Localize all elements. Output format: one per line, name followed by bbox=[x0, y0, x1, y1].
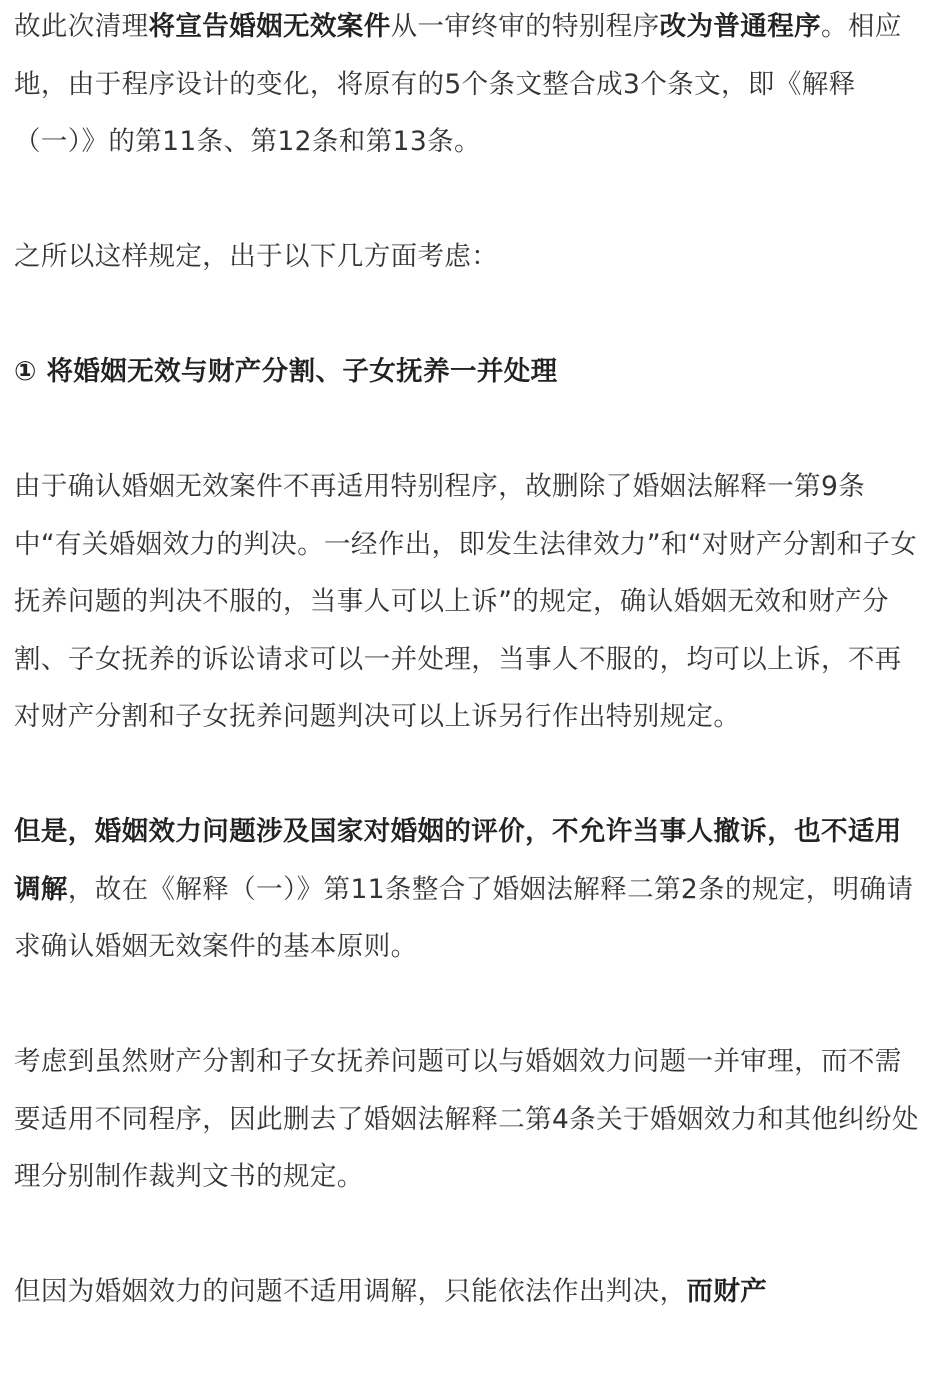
article-body bbox=[14, 0, 922, 1378]
text-run: 但因为婚姻效力的问题不适用调解，只能依法作出判决， bbox=[14, 1276, 687, 1307]
section-heading-1: ① 将婚姻无效与财产分割、子女抚养一并处理 bbox=[14, 356, 558, 387]
bold-text-run: 将宣告婚姻无效案件 bbox=[148, 11, 391, 42]
paragraph-no-withdrawal bbox=[14, 803, 922, 976]
text-run: ，故在《解释（一）》第11条整合了婚姻法解释二第2条的规定，明确请求确认婚姻无效案件的基本原则。 bbox=[14, 873, 914, 962]
text-run: 从一审终审的特别程序 bbox=[390, 11, 660, 42]
text-run: 故此次清理 bbox=[14, 11, 149, 42]
paragraph-no-mediation bbox=[14, 1263, 922, 1321]
paragraph-deletion-explanation: 由于确认婚姻无效案件不再适用特别程序，故删除了婚姻法解释一第9条中“有关婚姻效力的判决。一经作出，即发生法律效力”和“对财产分割和子女抚养问题的判决不服的，当事人可以上诉”的规定，确认婚姻无效和财产分割、子女抚养的诉讼请求可以一并处理，当事人不服的，均可以上诉，不再对财产分割和子女抚养问题判决可以上诉另行作出特别规定。 bbox=[14, 471, 918, 732]
paragraph-procedure-change bbox=[14, 0, 922, 171]
bold-text-run: 改为普通程序 bbox=[659, 11, 822, 42]
text-run: 。相应地，由于程序设计的变化，将原有的5个条文整合成3个条文，即《解释（一）》的第11条、第12条和第13条。 bbox=[14, 11, 902, 157]
paragraph-reasons-intro: 之所以这样规定，出于以下几方面考虑： bbox=[14, 241, 499, 272]
paragraph-joint-trial: 考虑到虽然财产分割和子女抚养问题可以与婚姻效力问题一并审理，而不需要适用不同程序，因此删去了婚姻法解释二第4条关于婚姻效力和其他纠纷处理分别制作裁判文书的规定。 bbox=[14, 1046, 919, 1192]
bold-text-run: 而财产 bbox=[686, 1276, 768, 1307]
bold-text-run: 但是，婚姻效力问题涉及国家对婚姻的评价，不允许当事人撤诉，也不适用调解 bbox=[14, 816, 902, 905]
